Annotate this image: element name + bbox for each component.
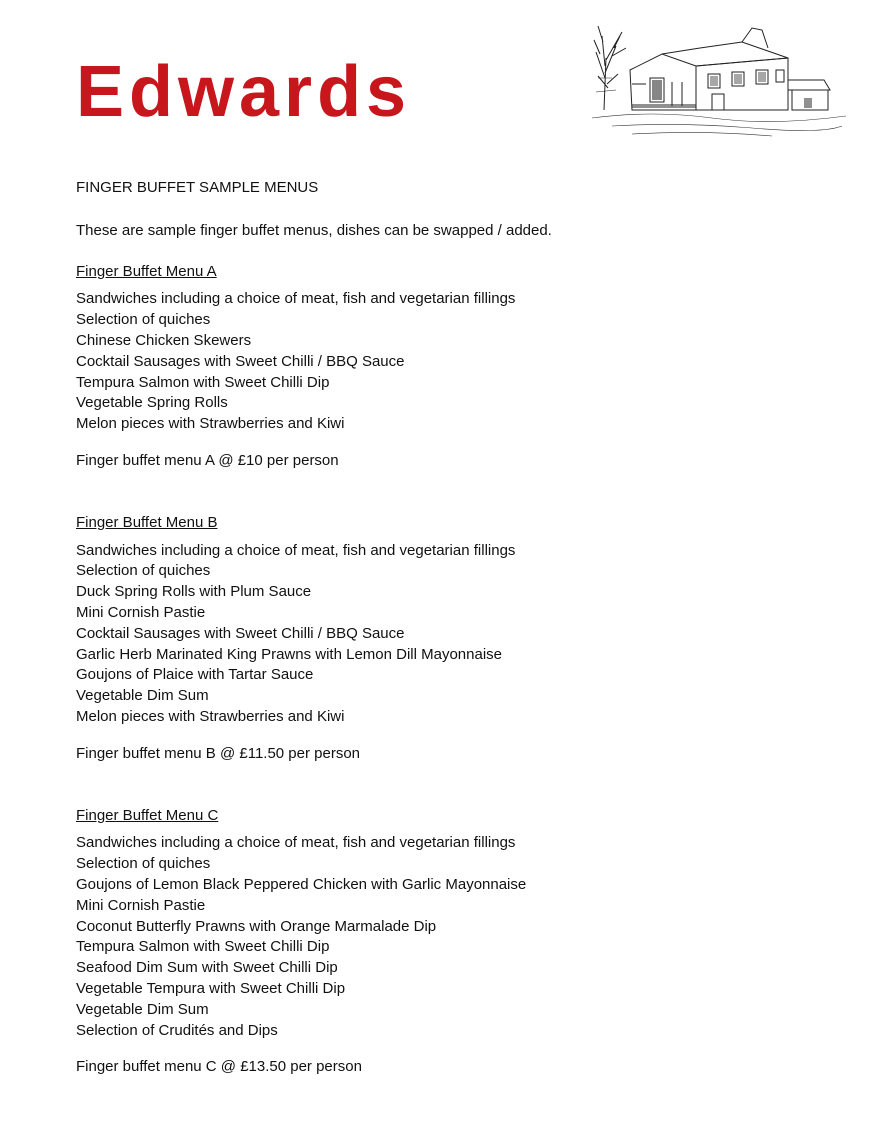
document-title: FINGER BUFFET SAMPLE MENUS (76, 179, 319, 196)
menu-section-b (76, 513, 836, 765)
menu-item: Goujons of Plaice with Tartar Sauce (76, 666, 314, 684)
menu-price: Finger buffet menu A @ £10 per person (76, 451, 339, 469)
menu-item: Selection of quiches (76, 855, 211, 873)
menu-item: Vegetable Dim Sum (76, 1000, 209, 1018)
menu-item: Sandwiches including a choice of meat, fish and vegetarian fillings (76, 290, 516, 308)
menu-item: Sandwiches including a choice of meat, fish and vegetarian fillings (76, 541, 516, 559)
menu-item: Mini Cornish Pastie (76, 896, 206, 914)
menu-item: Selection of Crudités and Dips (76, 1021, 278, 1039)
menu-item: Selection of quiches (76, 562, 211, 580)
farmhouse-sketch-icon (592, 18, 846, 142)
menu-item: Selection of quiches (76, 311, 211, 329)
menu-section-a (76, 262, 836, 472)
menu-item: Cocktail Sausages with Sweet Chilli / BBQ Sauce (76, 352, 405, 370)
menu-item-list (76, 541, 836, 728)
menu-item: Duck Spring Rolls with Plum Sauce (76, 583, 312, 601)
menu-price: Finger buffet menu B @ £11.50 per person (76, 744, 361, 762)
menu-item: Melon pieces with Strawberries and Kiwi (76, 707, 345, 725)
menu-document (76, 178, 836, 1078)
menu-item: Tempura Salmon with Sweet Chilli Dip (76, 938, 330, 956)
menu-item-list (76, 289, 836, 435)
menu-item: Garlic Herb Marinated King Prawns with Lemon Dill Mayonnaise (76, 645, 503, 663)
menu-item: Sandwiches including a choice of meat, fish and vegetarian fillings (76, 834, 516, 852)
brand-title: Edwards (76, 52, 412, 132)
menu-item: Vegetable Spring Rolls (76, 394, 228, 412)
menu-item: Tempura Salmon with Sweet Chilli Dip (76, 373, 330, 391)
menu-item: Vegetable Tempura with Sweet Chilli Dip (76, 979, 346, 997)
menu-item-list (76, 833, 836, 1041)
menu-item: Melon pieces with Strawberries and Kiwi (76, 415, 345, 433)
menu-price: Finger buffet menu C @ £13.50 per person (76, 1058, 362, 1076)
menu-item: Mini Cornish Pastie (76, 603, 206, 621)
menu-item: Cocktail Sausages with Sweet Chilli / BBQ Sauce (76, 624, 405, 642)
menu-section-c (76, 806, 836, 1079)
menu-heading: Finger Buffet Menu A (76, 262, 217, 280)
menu-item: Vegetable Dim Sum (76, 687, 209, 705)
menu-item: Coconut Butterfly Prawns with Orange Marmalade Dip (76, 917, 437, 935)
menu-item: Goujons of Lemon Black Peppered Chicken with Garlic Mayonnaise (76, 875, 527, 893)
menu-heading: Finger Buffet Menu B (76, 513, 218, 531)
document-intro: These are sample finger buffet menus, dishes can be swapped / added. (76, 221, 552, 239)
menu-item: Seafood Dim Sum with Sweet Chilli Dip (76, 959, 338, 977)
menu-item: Chinese Chicken Skewers (76, 331, 252, 349)
menu-heading: Finger Buffet Menu C (76, 806, 219, 824)
